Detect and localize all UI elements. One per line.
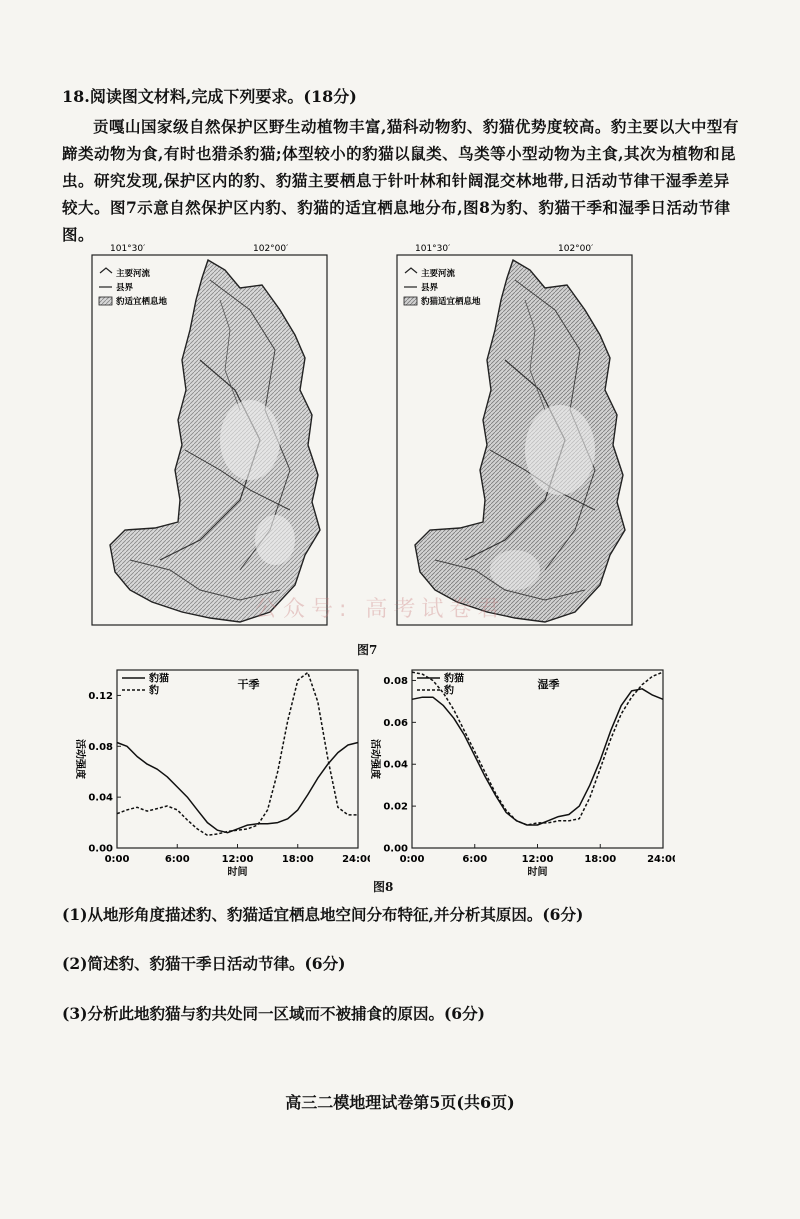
legend-habitat: 豹猫适宜栖息地 [421,297,481,307]
lon-label-1: 101°30′ [110,244,146,254]
y-tick-label: 0.06 [383,717,408,729]
x-axis-label: 时间 [527,867,548,878]
y-tick-label: 0.00 [88,843,113,855]
legend-river: 主要河流 [421,269,456,279]
chart-title: 湿季 [537,678,560,691]
sub-question-3: (3)分析此地豹猫与豹共处同一区域而不被捕食的原因。(6分) [62,1004,485,1023]
x-axis-label: 时间 [227,867,248,878]
y-tick-label: 0.12 [88,690,113,702]
plot-frame [117,670,358,848]
x-tick-label: 6:00 [164,854,190,865]
x-tick-label: 24:0 [342,854,367,865]
x-tick-label: 12:00 [221,854,254,865]
x-tick-label: 0:00 [104,854,130,865]
y-tick-label: 0.02 [383,801,408,813]
legend-label: 豹猫 [149,673,169,685]
y-tick-label: 0.04 [88,792,113,804]
x-tick-label: 18:00 [584,854,617,865]
legend-habitat: 豹适宜栖息地 [116,297,168,307]
legend-border: 县界 [116,283,134,293]
map-leopard-habitat [90,240,335,640]
plot-frame [412,670,663,848]
chart-wet-season [360,660,675,884]
x-tick-label: 18:00 [281,854,314,865]
x-tick-label: 12:00 [521,854,554,865]
sub-question-1: (1)从地形角度描述豹、豹猫适宜栖息地空间分布特征,并分析其原因。(6分) [62,905,584,924]
chart-dry-season [65,660,370,884]
lon-label-2: 102°00′ [253,244,289,254]
legend-label: 豹 [149,685,159,697]
figure-8-caption: 图8 [373,880,394,894]
question-material: 贡嘎山国家级自然保护区野生动植物丰富,猫科动物豹、豹猫优势度较高。豹主要以大中型有蹄类动物为食,有时也猎杀豹猫;体型较小的豹猫以鼠类、鸟类等小型动物为主食,其次为植物和昆虫。研究发现,保护区内的豹、豹猫主要栖息于针叶林和针阔混交林地带,日活动节律干湿季差异较大。图7示意自然保护区内豹、豹猫的适宜栖息地分布,图8为豹、豹猫干季和湿季日活动节律图。 [62,117,739,244]
series-line-leopard-cat [117,743,358,833]
lon-label-1: 101°30′ [415,244,451,254]
sub-question-2: (2)简述豹、豹猫干季日活动节律。(6分) [62,954,346,973]
series-line-leopard [117,673,358,836]
legend-border: 县界 [421,283,439,293]
x-tick-label: 6:00 [462,854,488,865]
page-footer: 高三二模地理试卷第5页(共6页) [285,1093,515,1112]
question-title: 18.阅读图文材料,完成下列要求。(18分) [62,87,357,106]
x-tick-label: 0:00 [399,854,425,865]
y-tick-label: 0.00 [383,843,408,855]
chart-title: 干季 [237,678,260,691]
series-line-leopard-cat [412,689,663,825]
x-tick-label: 24:0 [647,854,672,865]
figure-7-caption: 图7 [357,643,378,657]
map-leopard-cat-habitat [395,240,640,640]
legend-river: 主要河流 [116,269,151,279]
y-axis-label: 活动强度 [74,739,85,779]
y-axis-label: 活动强度 [369,739,380,779]
watermark: 公众号: 高考试卷君 [255,597,506,622]
y-tick-label: 0.08 [383,675,408,687]
legend-label: 豹猫 [444,673,464,685]
legend-label: 豹 [444,685,454,697]
y-tick-label: 0.04 [383,759,408,771]
y-tick-label: 0.08 [88,741,113,753]
lon-label-2: 102°00′ [558,244,594,254]
